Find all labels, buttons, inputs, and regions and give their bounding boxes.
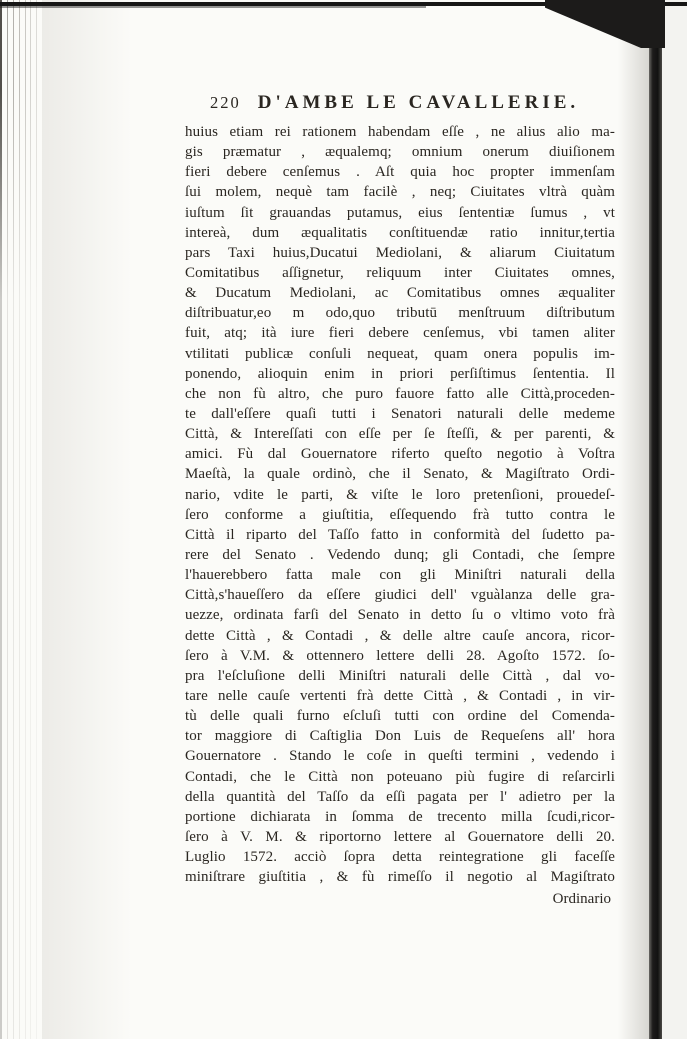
text-line: Città il riparto del Taſſo fatto in conformità del ſudetto pa- — [185, 526, 615, 543]
stacked-page-edges-left — [0, 0, 42, 1039]
page-number: 220 — [210, 93, 241, 112]
text-line: ponendo, alioquin enim in priori perſiſtimus ſententia. Il — [185, 365, 615, 382]
text-line: miniſtrare giuſtitia , & fù rimeſſo il negotio al Magiſtrato — [185, 869, 615, 886]
text-line: intereà, dum æqualitatis conſtituendæ ratio innitur,tertia — [185, 224, 615, 241]
text-line: Gouernatore . Stando le coſe in queſti termini , vedendo i — [185, 748, 615, 765]
text-line: l'hauerebbero fatta male con gli Miniſtri naturali della — [185, 567, 615, 584]
text-line: diſtribuatur,eo m odo,quo tributū menſtruum diſtributum — [185, 305, 615, 322]
text-line: ſero conforme a giuſtitia, eſſequendo frà tutto contra le — [185, 506, 615, 523]
page-header — [185, 92, 615, 114]
running-title: D'AMBE LE CAVALLERIE. — [257, 92, 580, 113]
text-line: Luglio 1572. acciò ſopra detta reintegratione gli faceſſe — [185, 849, 615, 866]
text-line: Città, & Intereſſati con eſſe per ſe ſteſſi, & per parenti, & — [185, 426, 615, 443]
text-line: fieri debere cenſemus . Aſt quia hoc propter immenſam — [185, 164, 615, 181]
text-line: pars Taxi huius,Ducatui Mediolani, & aliarum Ciuitatum — [185, 244, 615, 261]
text-line: ſero à V.M. & ottennero lettere delli 28. Agoſto 1572. ſo- — [185, 647, 615, 664]
page-edge-shading-right — [618, 0, 649, 1039]
text-line: rere del Senato . Vedendo dunq; gli Contadi, che ſempre — [185, 546, 615, 563]
text-line: pra l'eſcluſione delli Miniſtri naturali delle Città , dal vo- — [185, 667, 615, 684]
text-line: dette Città , & Contadi , & delle altre cauſe ancora, ricor- — [185, 627, 615, 644]
text-line: vtilitati publicæ conſuli nequeat, quam onera populis im- — [185, 345, 615, 362]
text-line: amici. Fù dal Gouernatore riferto queſto negotio à Voſtra — [185, 446, 615, 463]
text-line: huius etiam rei rationem habendam eſſe , ne alius alio ma- — [185, 124, 615, 140]
text-line: iuſtum ſit grauandas putamus, eius ſententiæ ſumus , vt — [185, 204, 615, 221]
text-line: te dall'eſſere quaſi tutti i Senatori naturali delle medeme — [185, 405, 615, 422]
catchword-row — [185, 889, 615, 909]
text-line: nario, vdite le parti, & viſte le loro pretenſioni, prouedeſ- — [185, 486, 615, 503]
text-line: Città,s'haueſſero da eſſere giudici dell' vguàlanza delle gra- — [185, 587, 615, 604]
page-text — [185, 122, 615, 887]
text-line: Comitatibus aſſignetur, reliquum inter Ciuitates omnes, — [185, 264, 615, 281]
text-line: tù delle quali furno eſcluſi tutti con ordine del Comenda- — [185, 708, 615, 725]
gutter-shading — [42, 0, 132, 1039]
page-curl-corner — [545, 0, 665, 48]
text-line: Maeſtà, la quale ordinò, che il Senato, & Magiſtrato Ordi- — [185, 466, 615, 483]
scan-margin-right — [662, 0, 687, 1039]
text-line: gis præmatur , æqualemq; omnium onerum diuiſionem — [185, 144, 615, 161]
text-line: uezze, ordinata farſi del Senato in detto ſu o vltimo voto frà — [185, 607, 615, 624]
text-line: tor maggiore di Caſtiglia Don Luis de Requeſens all' hora — [185, 728, 615, 745]
text-line: ſero à V. M. & riportorno lettere al Gouernatore delli 20. — [185, 828, 615, 845]
page-edge-shadow-right — [649, 0, 662, 1039]
text-line: & Ducatum Mediolani, ac Comitatibus omnes æqualiter — [185, 285, 615, 302]
text-line: che non fù altro, che puro fauore fatto alle Città,proceden- — [185, 385, 615, 402]
text-line: ſui molem, nequè tam facilè , neq; Ciuitates vltrà quàm — [185, 184, 615, 201]
catchword: Ordinario — [552, 891, 611, 907]
text-line: portione dichiarata in ſomma de trecento milla ſcudi,ricor- — [185, 808, 615, 825]
text-line: della quantità del Taſſo da eſſi pagata per l' adietro per la — [185, 788, 615, 805]
text-line: tare nelle cauſe vertenti frà dette Città , & Contadi , in vir- — [185, 687, 615, 704]
text-line: fuit, atq; ità iure fieri debere cenſemus, vbi tamen aliter — [185, 325, 615, 342]
text-line: Contadi, che le Città non poteuano più fugire di reſarcirli — [185, 768, 615, 785]
